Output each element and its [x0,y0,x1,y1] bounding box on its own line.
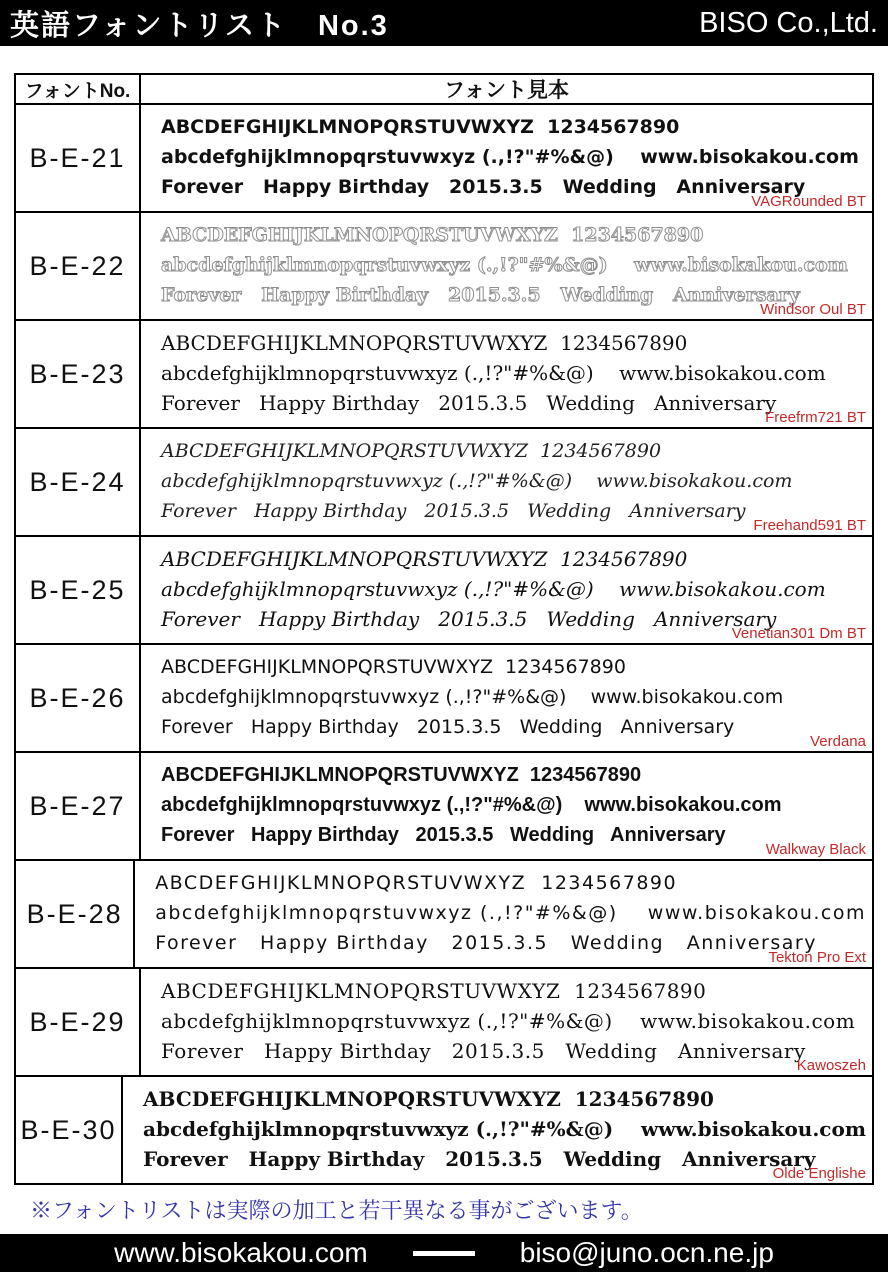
font-sample-cell [141,753,872,859]
font-sample-cell [141,213,872,319]
sample-uppercase-line: ABCDEFGHIJKLMNOPQRSTUVWXYZ 1234567890 [155,872,678,894]
disclaimer-note: ※フォントリストは実際の加工と若干異なる事がございます。 [30,1198,643,1223]
sample-words-line: Forever Happy Birthday 2015.3.5 Wedding Anniversary [161,500,746,522]
font-number: B-E-25 [16,537,141,643]
sample-lowercase-line: abcdefghijklmnopqrstuvwxyz (.,!?"#%&@) www.bisokakou.com [161,1009,856,1033]
font-name-label: Olde Englishe [772,1165,866,1182]
company-name: BISO Co.,Ltd. [699,6,878,39]
sample-words-line: Forever Happy Birthday 2015.3.5 Wedding Anniversary [143,1147,816,1171]
page-title: 英語フォントリスト No.3 [10,9,389,42]
footer-email: biso@juno.ocn.ne.jp [519,1237,774,1268]
sample-words-line: Forever Happy Birthday 2015.3.5 Wedding Anniversary [161,1039,806,1063]
table-row [16,429,872,537]
sample-words-line: Forever Happy Birthday 2015.3.5 Wedding Anniversary [155,932,817,954]
sample-words-line: Forever Happy Birthday 2015.3.5 Wedding Anniversary [161,284,800,306]
sample-uppercase-line: ABCDEFGHIJKLMNOPQRSTUVWXYZ 1234567890 [161,116,680,138]
sample-uppercase-line: ABCDEFGHIJKLMNOPQRSTUVWXYZ 1234567890 [161,224,704,246]
sample-lowercase-line: abcdefghijklmnopqrstuvwxyz (.,!?"#%&@) www.bisokakou.com [161,361,826,385]
font-sample-cell [141,537,872,643]
font-name-label: Tekton Pro Ext [768,949,866,966]
table-row [16,537,872,645]
font-number: B-E-22 [16,213,141,319]
sample-uppercase-line: ABCDEFGHIJKLMNOPQRSTUVWXYZ 1234567890 [161,656,626,678]
sample-lowercase-line: abcdefghijklmnopqrstuvwxyz (.,!?"#%&@) www.bisokakou.com [161,254,848,276]
table-header-row [16,75,872,105]
column-header-font-no: フォントNo. [16,75,141,103]
font-number: B-E-27 [16,753,141,859]
font-number: B-E-29 [16,969,141,1075]
font-sample-cell [123,1077,872,1183]
font-sample-cell [141,321,872,427]
font-sample-cell [141,429,872,535]
table-row [16,105,872,213]
font-number: B-E-26 [16,645,141,751]
sample-uppercase-line: ABCDEFGHIJKLMNOPQRSTUVWXYZ 1234567890 [143,1087,714,1111]
sample-uppercase-line: ABCDEFGHIJKLMNOPQRSTUVWXYZ 1234567890 [161,979,707,1003]
sample-words-line: Forever Happy Birthday 2015.3.5 Wedding Anniversary [161,716,735,738]
sample-words-line: Forever Happy Birthday 2015.3.5 Wedding Anniversary [161,391,777,415]
font-sample-cell [141,969,872,1075]
font-number: B-E-24 [16,429,141,535]
font-name-label: Windsor Oul BT [760,301,866,318]
table-row [16,753,872,861]
font-sample-cell [135,861,872,967]
sample-words-line: Forever Happy Birthday 2015.3.5 Wedding Anniversary [161,176,806,198]
font-number: B-E-23 [16,321,141,427]
table-row [16,1077,872,1183]
sample-words-line: Forever Happy Birthday 2015.3.5 Wedding Anniversary [161,824,726,846]
table-row [16,321,872,429]
font-name-label: Freehand591 BT [753,517,866,534]
table-row [16,861,872,969]
font-number: B-E-21 [16,105,141,211]
font-name-label: Freefrm721 BT [765,409,866,426]
sample-uppercase-line: ABCDEFGHIJKLMNOPQRSTUVWXYZ 1234567890 [161,547,688,571]
sample-uppercase-line: ABCDEFGHIJKLMNOPQRSTUVWXYZ 1234567890 [161,331,688,355]
header-bar [0,0,888,46]
sample-uppercase-line: ABCDEFGHIJKLMNOPQRSTUVWXYZ 1234567890 [161,764,642,786]
font-number: B-E-30 [16,1077,123,1183]
font-table [14,73,874,1185]
sample-lowercase-line: abcdefghijklmnopqrstuvwxyz (.,!?"#%&@) www.bisokakou.com [143,1117,866,1141]
font-name-label: Walkway Black [765,841,866,858]
sample-lowercase-line: abcdefghijklmnopqrstuvwxyz (.,!?"#%&@) www.bisokakou.com [161,577,826,601]
font-name-label: Verdana [810,733,866,750]
table-row [16,213,872,321]
font-name-label: VAGRounded BT [751,193,866,210]
sample-lowercase-line: abcdefghijklmnopqrstuvwxyz (.,!?"#%&@) www.bisokakou.com [161,794,782,816]
table-row [16,645,872,753]
sample-lowercase-line: abcdefghijklmnopqrstuvwxyz (.,!?"#%&@) www.bisokakou.com [155,902,866,924]
sample-uppercase-line: ABCDEFGHIJKLMNOPQRSTUVWXYZ 1234567890 [161,440,662,462]
footer-divider [413,1251,475,1256]
sample-lowercase-line: abcdefghijklmnopqrstuvwxyz (.,!?"#%&@) www.bisokakou.com [161,146,859,168]
font-number: B-E-28 [16,861,135,967]
sample-lowercase-line: abcdefghijklmnopqrstuvwxyz (.,!?"#%&@) www.bisokakou.com [161,470,793,492]
font-sample-cell [141,645,872,751]
table-row [16,969,872,1077]
column-header-font-sample: フォント見本 [444,79,569,102]
sample-words-line: Forever Happy Birthday 2015.3.5 Wedding Anniversary [161,607,777,631]
footer-bar [0,1234,888,1272]
footer-website: www.bisokakou.com [114,1237,368,1268]
font-sample-cell [141,105,872,211]
font-name-label: Kawoszeh [796,1057,866,1074]
font-name-label: Venetian301 Dm BT [731,625,866,642]
sample-lowercase-line: abcdefghijklmnopqrstuvwxyz (.,!?"#%&@) www.bisokakou.com [161,686,784,708]
